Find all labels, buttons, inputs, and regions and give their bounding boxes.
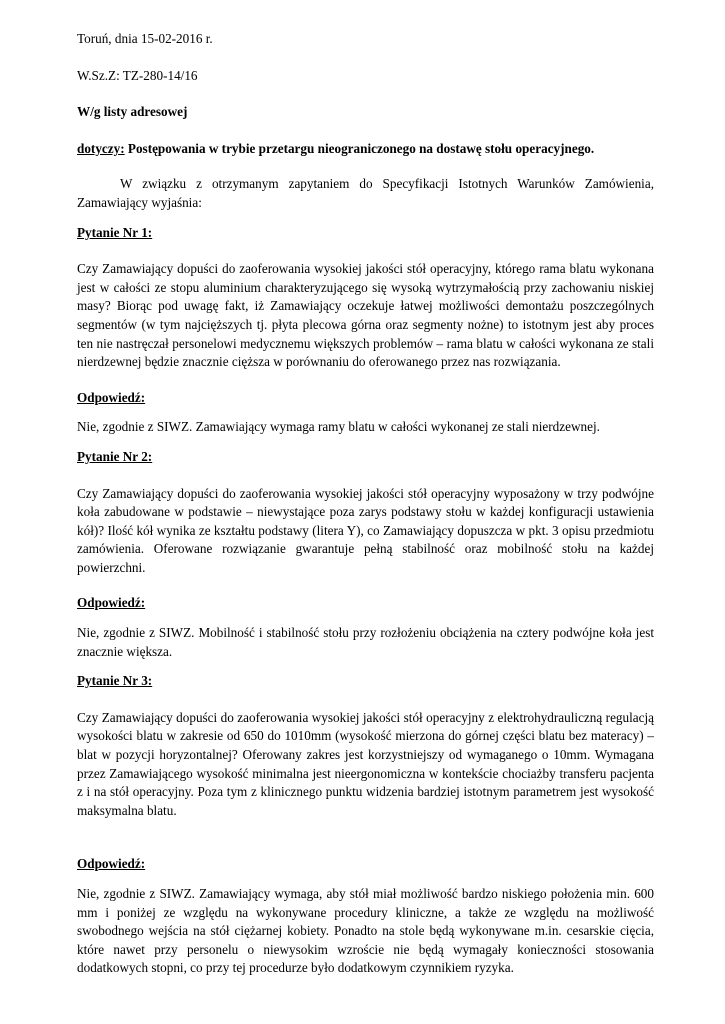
subject-label: dotyczy:: [77, 140, 125, 156]
subject-line: [77, 140, 654, 159]
answer-text-3: Nie, zgodnie z SIWZ. Zamawiający wymaga, aby stół miał możliwość bardzo niskiego położenia min. 600 mm i poniżej ze względu na wykonywane procedury kliniczne, a także ze względu na możliwość swobodnego wejścia na stół ciężarnej kobiety. Ponadto na stole będą wykonywane m.in. cesarskie cięcia, które nawet przy personelu o niewysokim wzroście nie będą wymagały konieczności stosowania dodatkowych stopni, co przy tej procedurze było dodatkowym czynnikiem ryzyka.: [77, 886, 654, 976]
question-heading-3: Pytanie Nr 3:: [77, 673, 153, 689]
subject-text: Postępowania w trybie przetargu nieograniczonego na dostawę stołu operacyjnego.: [124, 140, 595, 156]
intro-paragraph: W związku z otrzymanym zapytaniem do Specyfikacji Istotnych Warunków Zamówienia, Zamawiający wyjaśnia:: [77, 176, 654, 210]
answer-text-1: Nie, zgodnie z SIWZ. Zamawiający wymaga ramy blatu w całości wykonanej ze stali nierdzewnej.: [77, 419, 600, 435]
answer-heading-3: Odpowiedź:: [77, 856, 146, 872]
question-text-1: Czy Zamawiający dopuści do zaoferowania wysokiej jakości stół operacyjny, którego rama blatu wykonana jest w całości ze stopu aluminium charakteryzującego się wysoką wytrzymałością przy zachowaniu niskiej masy? Biorąc pod uwagę fakt, iż Zamawiający oczekuje łatwej możliwości demontażu poszczególnych segmentów (w tym najcięższych tj. płyta plecowa górna oraz segmenty nożne) to istotnym jest aby proces ten nie nastręczał personelowi medycznemu większych problemów – rama blatu w całości wykonana ze stali nierdzewnej będzie znacznie cięższa w porównaniu do oferowanego przez nas rozwiązania.: [77, 261, 654, 370]
place-date: Toruń, dnia 15-02-2016 r.: [77, 31, 213, 46]
answer-heading-1: Odpowiedź:: [77, 389, 146, 405]
question-text-2: Czy Zamawiający dopuści do zaoferowania wysokiej jakości stół operacyjny wyposażony w trzy podwójne koła zabudowane w podstawie – niewystające poza zarys podstawy stołu w każdej konfiguracji ustawienia kół)? Ilość kół wynika ze kształtu podstawy (litera Y), co Zamawiający dopuszcza w pkt. 3 opisu przedmiotu zamówienia. Oferowane rozwiązanie gwarantuje pełną stabilność oraz mobilność stołu na każdej powierzchni.: [77, 485, 654, 575]
document-page: [77, 30, 654, 978]
question-text-3: Czy Zamawiający dopuści do zaoferowania wysokiej jakości stół operacyjny z elektrohydrauliczną regulacją wysokości blatu w zakresie od 650 do 1010mm (wysokość mierzona do górnej części blatu bez materacy) – blat w pozycji horyzontalnej? Oferowany zakres jest korzystniejszy od wymaganego o 10mm. Wymagana przez Zamawiającego wysokość minimalna jest nieergonomiczna w kontekście chociażby transferu pacjenta z i na stół operacyjny. Poza tym z klinicznego punktu widzenia bardziej istotnym parametrem jest wysokość maksymalna blatu.: [77, 709, 654, 818]
reference-number: W.Sz.Z: TZ-280-14/16: [77, 67, 198, 83]
addressee: W/g listy adresowej: [77, 104, 188, 120]
answer-heading-2: Odpowiedź:: [77, 595, 146, 611]
answer-text-2: Nie, zgodnie z SIWZ. Mobilność i stabilność stołu przy rozłożeniu obciążenia na cztery podwójne koła jest znacznie większa.: [77, 625, 654, 659]
question-heading-2: Pytanie Nr 2:: [77, 448, 153, 464]
question-heading-1: Pytanie Nr 1:: [77, 224, 153, 240]
